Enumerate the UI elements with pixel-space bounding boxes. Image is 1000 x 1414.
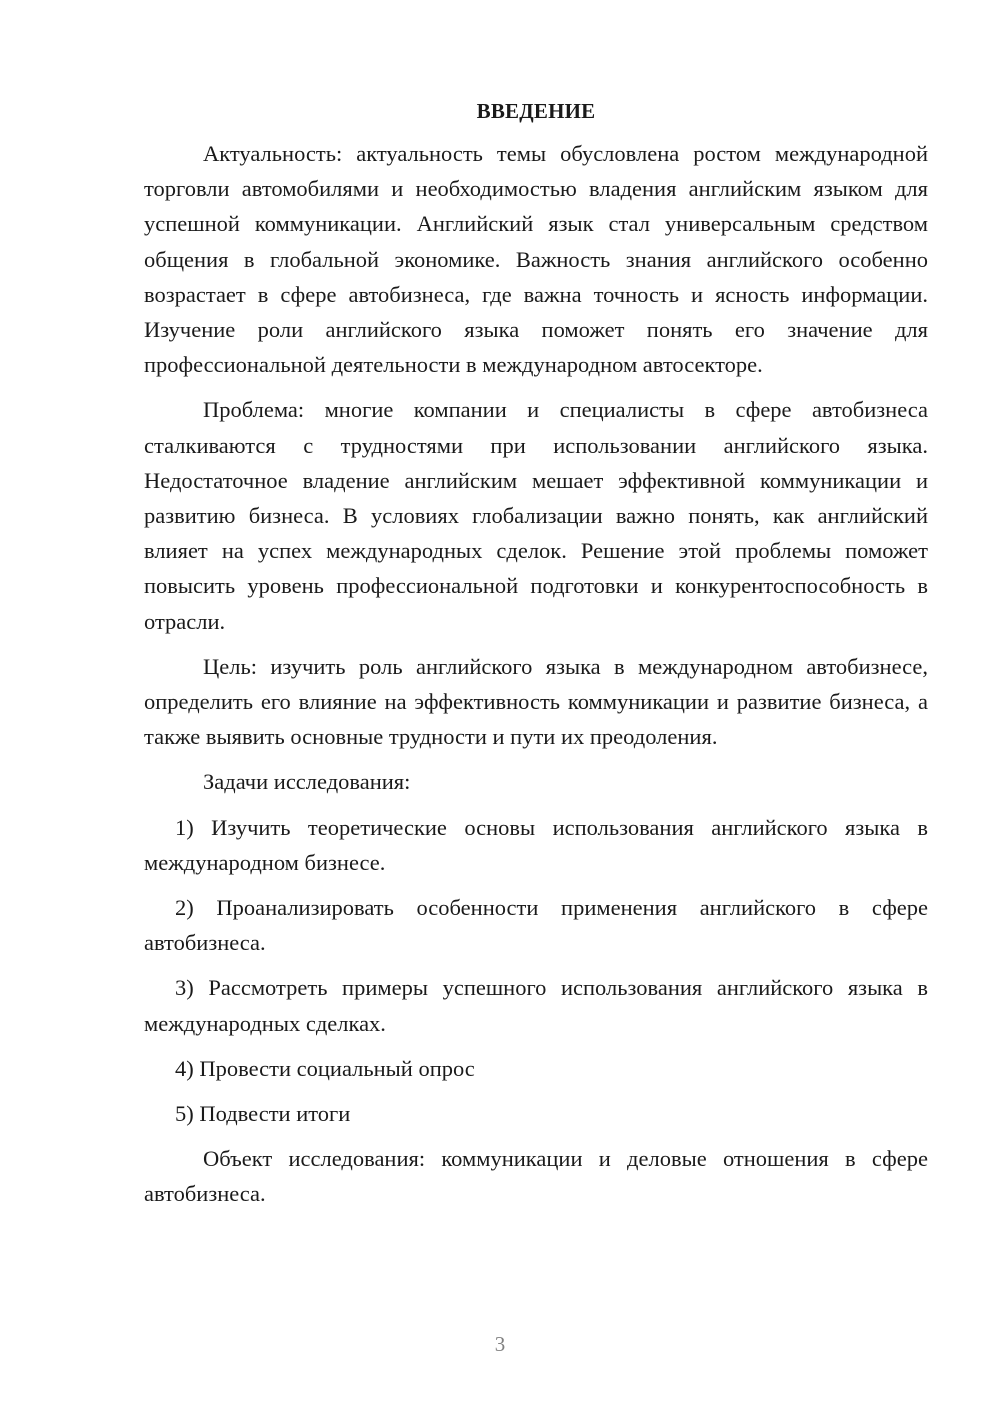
task-item-1: 1) Изучить теоретические основы использования английского языка в международном бизнесе. [144,814,928,875]
relevance-paragraph: Актуальность: актуальность темы обусловлена ростом международной торговли автомобилями и необходимостью владения английским языком для успешной коммуникации. Английский язык стал универсальным средством общения в глобальной экономике. Важность знания английского особенно возрастает в сфере автобизнеса, где важна точность и ясность информации. Изучение роли английского языка поможет понять его значение для профессиональной деятельности в международном автосекторе. [144,141,928,378]
problem-paragraph: Проблема: многие компании и специалисты в сфере автобизнеса сталкиваются с трудностями при использовании английского языка. Недостаточное владение английским мешает эффективной коммуникации и развитию бизнеса. В условиях глобализации важно понять, как английский влияет на успех международных сделок. Решение этой проблемы поможет повысить уровень профессиональной подготовки и конкурентоспособность в отрасли. [144,397,928,634]
goal-paragraph: Цель: изучить роль английского языка в международном автобизнесе, определить его влияние на эффективность коммуникации и развитие бизнеса, а также выявить основные трудности и пути их преодоления. [144,653,928,750]
page-number: 3 [494,1332,506,1356]
task-item-2: 2) Проанализировать особенности применения английского в сфере автобизнеса. [144,895,928,956]
section-title: ВВЕДЕНИЕ [476,99,596,123]
task-item-5: 5) Подвести итоги [175,1101,351,1127]
task-item-3: 3) Рассмотреть примеры успешного использования английского языка в международных сделках. [144,975,928,1036]
object-paragraph: Объект исследования: коммуникации и деловые отношения в сфере автобизнеса. [144,1146,928,1207]
task-item-4: 4) Провести социальный опрос [175,1055,475,1081]
tasks-heading: Задачи исследования: [203,769,411,795]
page-body [144,94,928,1222]
